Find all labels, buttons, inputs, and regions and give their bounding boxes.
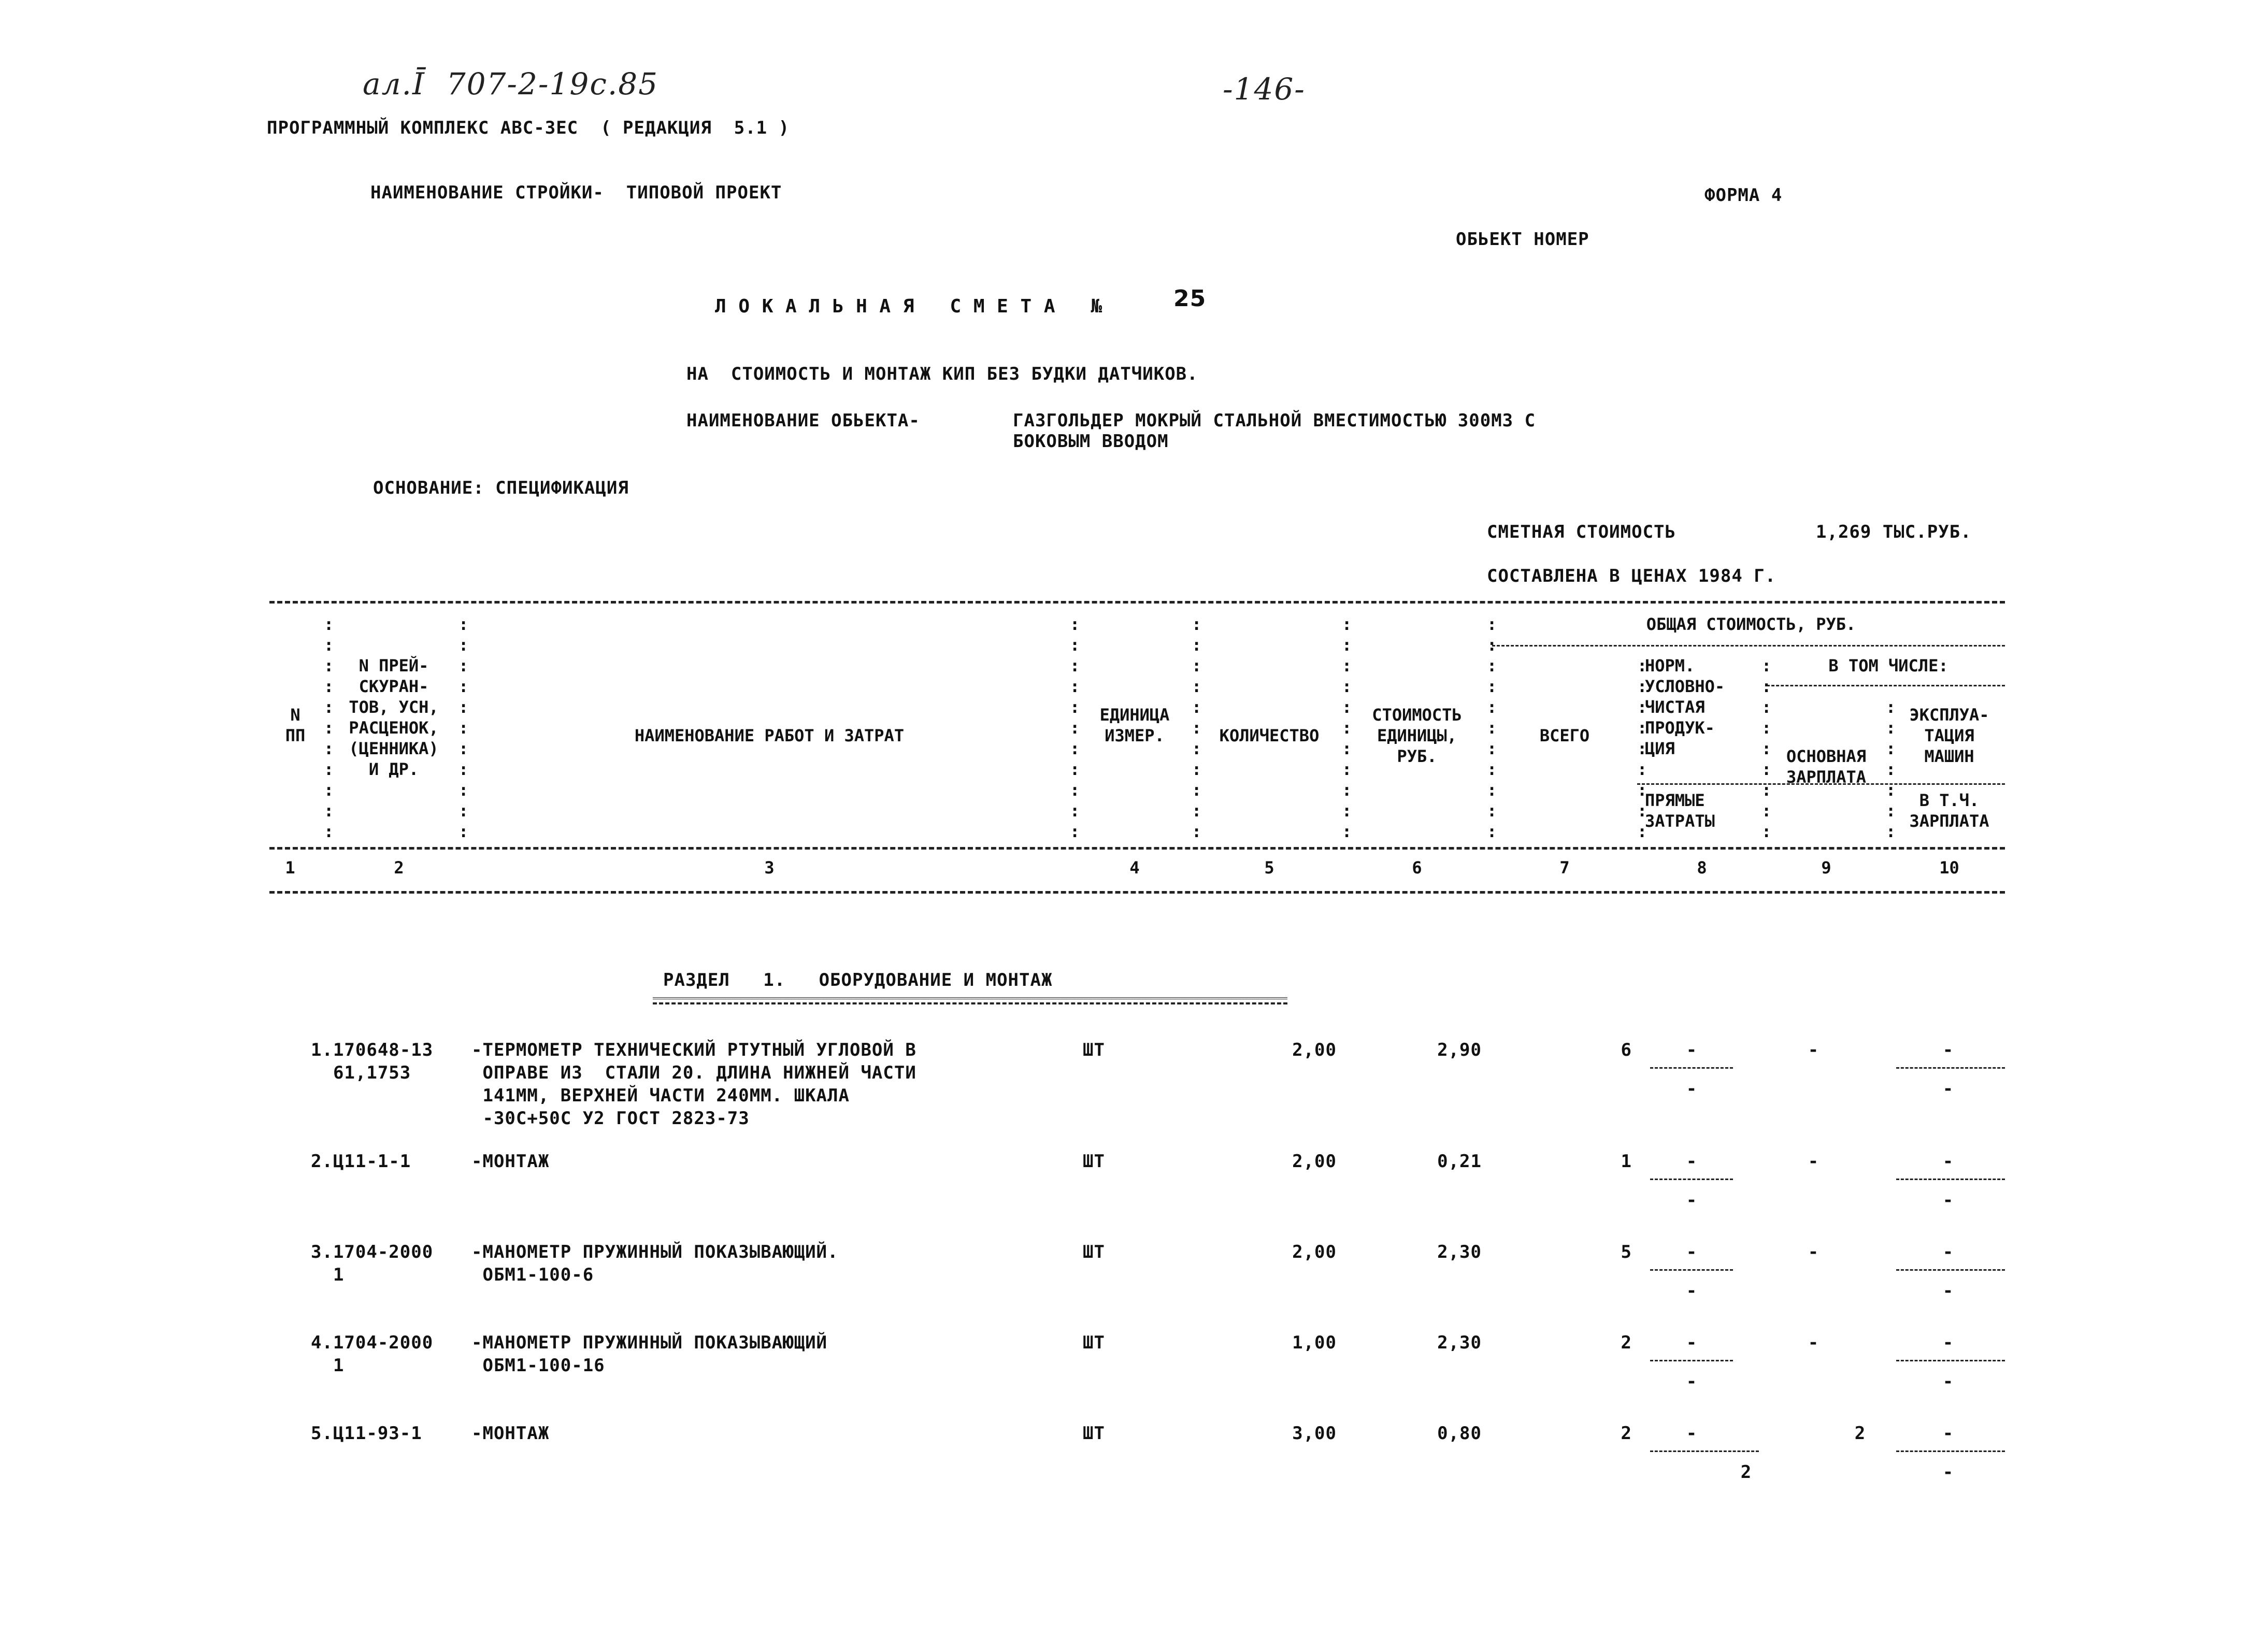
row-3-col9: - [1808,1242,1819,1262]
row-4-col8-top: - [1686,1332,1697,1353]
row-4-name: -МАНОМЕТР ПРУЖИННЫЙ ПОКАЗЫВАЮЩИЙ ОБМ1-100-16 [471,1332,828,1376]
header-including-group: В ТОМ ЧИСЛЕ: [1828,656,1948,676]
col-separator-9: : : : : : : : [1886,697,1896,841]
row-3-col10-top: - [1942,1242,1954,1262]
header-col5: КОЛИЧЕСТВО [1219,726,1320,745]
row-1-unit: ШТ [1083,1040,1105,1060]
object-name-line2: БОКОВЫМ ВВОДОМ [1013,431,1169,452]
row-2-total: 1 [1621,1151,1632,1172]
row-2-col10-rule [1896,1179,2005,1180]
header-col10-bottom: В Т.Ч. ЗАРПЛАТА [1909,791,1989,831]
construction-label: НАИМЕНОВАНИЕ СТРОЙКИ- ТИПОВОЙ ПРОЕКТ [370,182,782,203]
row-5-col10-top: - [1942,1423,1954,1444]
row-3-qty: 2,00 [1292,1242,1337,1262]
row-4-col10-rule [1896,1360,2005,1361]
row-5-price: 0,80 [1437,1423,1482,1444]
col-separator-4: : : : : : : : : : : : [1192,614,1202,841]
col-separator-3: : : : : : : : : : : : [1070,614,1080,841]
row-2-code: 2.Ц11-1-1 [311,1151,411,1172]
row-5-col10-bottom: - [1942,1462,1954,1483]
col-number-8: 8 [1697,858,1707,878]
header-col6: СТОИМОСТЬ ЕДИНИЦЫ, РУБ. [1372,705,1462,766]
col-separator-1: : : : : : : : : : : : [324,614,334,841]
row-5-col9: 2 [1854,1423,1866,1444]
row-2-unit: ШТ [1083,1151,1105,1172]
row-5-col8-bottom: 2 [1740,1462,1752,1483]
section-title: РАЗДЕЛ 1. ОБОРУДОВАНИЕ И МОНТАЖ [663,970,1053,990]
col-number-7: 7 [1559,858,1570,878]
basis: ОСНОВАНИЕ: СПЕЦИФИКАЦИЯ [373,478,629,498]
row-1-col10-rule [1896,1067,2005,1069]
row-4-code: 4.1704-2000 1 [311,1332,434,1376]
table-header-bottom-rule [269,847,2005,850]
estimated-cost-label: СМЕТНАЯ СТОИМОСТЬ [1487,522,1676,542]
row-1-total: 6 [1621,1040,1632,1060]
row-2-col8-rule [1650,1179,1733,1180]
object-name-label: НАИМЕНОВАНИЕ ОБЬЕКТА- [686,410,920,431]
row-4-col9: - [1808,1332,1819,1353]
total-cost-group-rule [1492,645,2005,647]
form-label: ФОРМА 4 [1704,185,1783,206]
col-number-10: 10 [1939,858,1959,878]
row-3-col8-top: - [1686,1242,1697,1262]
header-total-cost-group: ОБЩАЯ СТОИМОСТЬ, РУБ. [1646,614,1856,634]
col-separator-8: : : : : : : : : : [1761,656,1772,841]
row-3-total: 5 [1621,1242,1632,1262]
row-1-name: -ТЕРМОМЕТР ТЕХНИЧЕСКИЙ РТУТНЫЙ УГЛОВОЙ В ОПРАВЕ ИЗ СТАЛИ 20. ДЛИНА НИЖНЕЙ ЧАСТИ 141ММ, ВЕРХНЕЙ ЧАСТИ 240ММ. ШКАЛА -30С+50С У2 ГОСТ 2823-73 [471,1040,916,1129]
page-number: -146- [1223,71,1306,107]
col-separator-6: : : : : : : : : : : : [1487,614,1497,841]
table-top-rule [269,601,2005,604]
col-number-1: 1 [285,858,295,878]
row-3-unit: ШТ [1083,1242,1105,1262]
section-title-underline [653,997,1287,1004]
row-2-col10-top: - [1942,1151,1954,1172]
including-group-rule [1767,685,2005,686]
archive-mark: ал.Ī 707-2-19с.85 [363,66,659,102]
row-4-col10-top: - [1942,1332,1954,1353]
row-1-col10-bottom: - [1942,1079,1954,1099]
row-1-qty: 2,00 [1292,1040,1337,1060]
program-line: ПРОГРАММНЫЙ КОМПЛЕКС АВС-3ЕС ( РЕДАКЦИЯ 5.1 ) [267,118,790,138]
row-1-col8-top: - [1686,1040,1697,1060]
row-1-col8-rule [1650,1067,1733,1069]
row-3-col8-rule [1650,1269,1733,1271]
row-3-col8-bottom: - [1686,1281,1697,1301]
row-4-qty: 1,00 [1292,1332,1337,1353]
doc-number: 25 [1173,285,1207,312]
col-separator-5: : : : : : : : : : : : [1342,614,1352,841]
row-5-code: 5.Ц11-93-1 [311,1423,422,1444]
object-label: ОБЬЕКТ НОМЕР [1456,229,1589,250]
col-number-5: 5 [1264,858,1274,878]
row-5-qty: 3,00 [1292,1423,1337,1444]
object-name-line1: ГАЗГОЛЬДЕР МОКРЫЙ СТАЛЬНОЙ ВМЕСТИМОСТЬЮ 300М3 С [1013,410,1536,431]
row-5-col8-rule [1650,1450,1759,1452]
header-col2: N ПРЕЙ- СКУРАН- ТОВ, УСН, РАСЦЕНОК, (ЦЕННИКА) И ДР. [349,656,439,779]
estimated-cost-value: 1,269 ТЫС.РУБ. [1816,522,1972,542]
row-4-col8-bottom: - [1686,1371,1697,1392]
row-1-col9: - [1808,1040,1819,1060]
prices-label: СОСТАВЛЕНА В ЦЕНАХ 1984 Г. [1487,566,1776,586]
table-numbers-bottom-rule [269,891,2005,894]
row-2-col10-bottom: - [1942,1190,1954,1211]
row-2-name: -МОНТАЖ [471,1151,550,1172]
row-3-price: 2,30 [1437,1242,1482,1262]
row-4-col8-rule [1650,1360,1733,1361]
row-2-qty: 2,00 [1292,1151,1337,1172]
col-number-2: 2 [394,858,404,878]
row-1-col8-bottom: - [1686,1079,1697,1099]
header-col7: ВСЕГО [1539,726,1590,745]
row-2-col8-top: - [1686,1151,1697,1172]
header-col9: ОСНОВНАЯ ЗАРПЛАТА [1786,746,1867,787]
row-5-unit: ШТ [1083,1423,1105,1444]
col-number-6: 6 [1412,858,1422,878]
row-1-code: 1.170648-13 61,1753 [311,1040,434,1083]
header-col1: N ПП [285,705,306,745]
col-number-9: 9 [1821,858,1831,878]
col-separator-7: : : : : : : : : : [1637,656,1647,841]
row-2-col8-bottom: - [1686,1190,1697,1211]
col-separator-2: : : : : : : : : : : : [458,614,469,841]
row-5-total: 2 [1621,1423,1632,1444]
row-5-name: -МОНТАЖ [471,1423,550,1444]
row-1-price: 2,90 [1437,1040,1482,1060]
row-4-price: 2,30 [1437,1332,1482,1353]
header-col3: НАИМЕНОВАНИЕ РАБОТ И ЗАТРАТ [634,726,905,745]
row-4-col10-bottom: - [1942,1371,1954,1392]
header-col8-bottom: ПРЯМЫЕ ЗАТРАТЫ [1645,791,1715,831]
row-4-unit: ШТ [1083,1332,1105,1353]
row-3-code: 3.1704-2000 1 [311,1242,434,1285]
col-number-4: 4 [1129,858,1140,878]
col-number-3: 3 [764,858,775,878]
doc-title: Л О К А Л Ь Н А Я С М Е Т А № [715,296,1103,317]
row-5-col8-top: - [1686,1423,1697,1444]
header-col10-top: ЭКСПЛУА- ТАЦИЯ МАШИН [1909,705,1989,766]
row-2-price: 0,21 [1437,1151,1482,1172]
row-4-total: 2 [1621,1332,1632,1353]
header-col8-top: НОРМ. УСЛОВНО- ЧИСТАЯ ПРОДУК- ЦИЯ [1645,656,1725,758]
header-col4: ЕДИНИЦА ИЗМЕР. [1099,705,1170,745]
row-1-col10-top: - [1942,1040,1954,1060]
row-3-col10-rule [1896,1269,2005,1271]
row-3-col10-bottom: - [1942,1281,1954,1301]
row-5-col10-rule [1896,1450,2005,1452]
row-3-name: -МАНОМЕТР ПРУЖИННЫЙ ПОКАЗЫВАЮЩИЙ. ОБМ1-100-6 [471,1242,839,1285]
subject: НА СТОИМОСТЬ И МОНТАЖ КИП БЕЗ БУДКИ ДАТЧИКОВ. [686,364,1198,384]
row-2-col9: - [1808,1151,1819,1172]
